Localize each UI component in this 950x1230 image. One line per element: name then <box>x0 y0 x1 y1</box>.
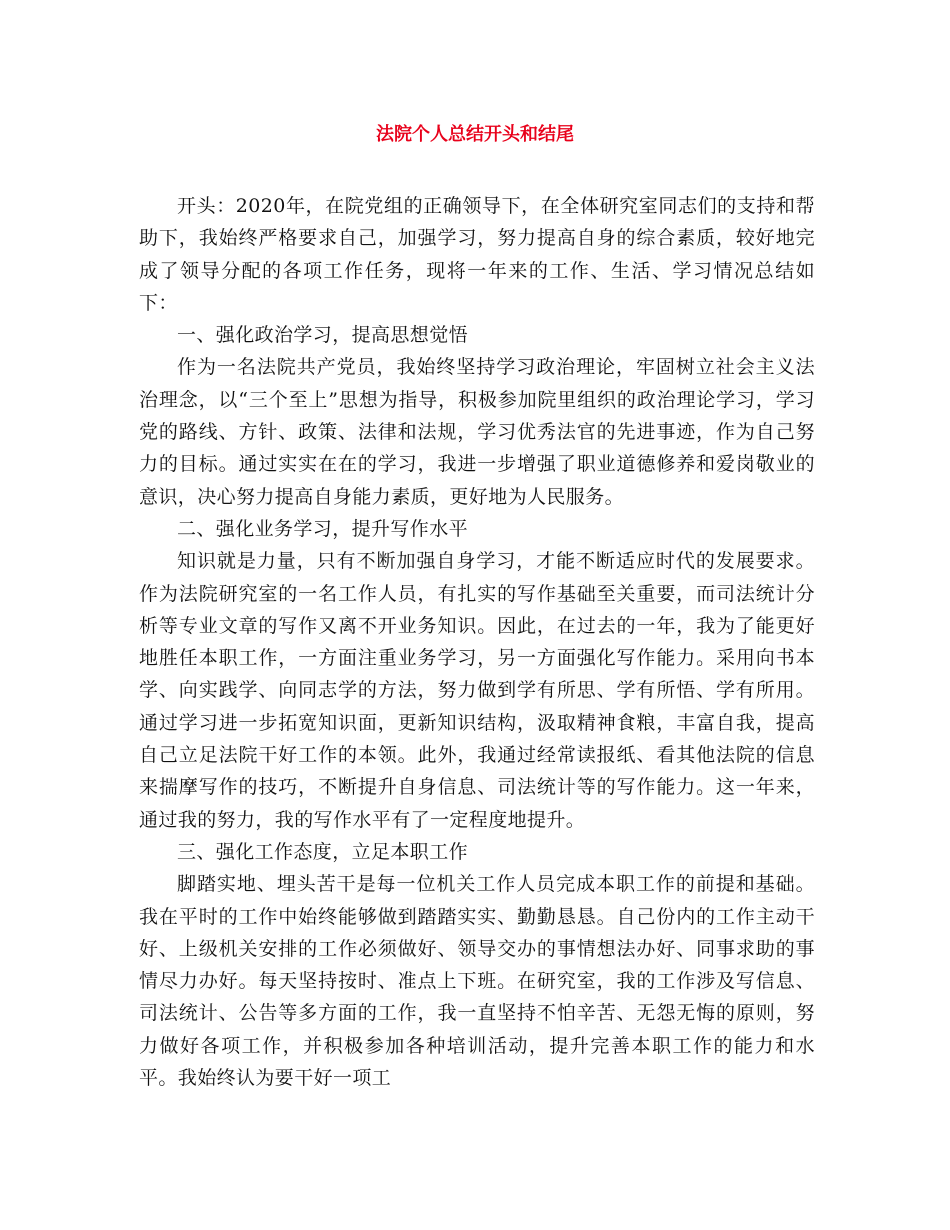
section-heading-3: 三、强化工作态度，立足本职工作 <box>177 840 469 863</box>
section-heading-1: 一、强化政治学习，提高思想觉悟 <box>177 324 469 347</box>
document-body <box>139 190 815 1094</box>
opening-paragraph: 开头：2020年，在院党组的正确领导下，在全体研究室同志们的支持和帮助下，我始终严格要求自己，加强学习，努力提高自身的综合素质，较好地完成了领导分配的各项工作任务，现将一年来的工作、生活、学习情况总结如下： <box>139 195 815 314</box>
section-paragraph-1: 作为一名法院共产党员，我始终坚持学习政治理论，牢固树立社会主义法治理念，以“三个至上”思想为指导，积极参加院里组织的政治理论学习，学习党的路线、方针、政策、法律和法规，学习优秀法官的先进事迹，作为自己努力的目标。通过实实在在的学习，我进一步增强了职业道德修养和爱岗敬业的意识，决心努力提高自身能力素质，更好地为人民服务。 <box>139 356 815 508</box>
document-title: 法院个人总结开头和结尾 <box>376 124 574 145</box>
section-paragraph-2: 知识就是力量，只有不断加强自身学习，才能不断适应时代的发展要求。作为法院研究室的一名工作人员，有扎实的写作基础至关重要，而司法统计分析等专业文章的写作又离不开业务知识。因此，在过去的一年，我为了能更好地胜任本职工作，一方面注重业务学习，另一方面强化写作能力。采用向书本学、向实践学、向同志学的方法，努力做到学有所思、学有所悟、学有所用。通过学习进一步拓宽知识面，更新知识结构，汲取精神食粮，丰富自我，提高自己立足法院干好工作的本领。此外，我通过经常读报纸、看其他法院的信息来揣摩写作的技巧，不断提升自身信息、司法统计等的写作能力。这一年来，通过我的努力，我的写作水平有了一定程度地提升。 <box>139 550 815 831</box>
section-heading-2: 二、强化业务学习，提升写作水平 <box>177 517 469 540</box>
section-paragraph-3: 脚踏实地、埋头苦干是每一位机关工作人员完成本职工作的前提和基础。我在平时的工作中始终能够做到踏踏实实、勤勤恳恳。自己份内的工作主动干好、上级机关安排的工作必须做好、领导交办的事情想法办好、同事求助的事情尽力办好。每天坚持按时、准点上下班。在研究室，我的工作涉及写信息、司法统计、公告等多方面的工作，我一直坚持不怕辛苦、无怨无悔的原则，努力做好各项工作，并积极参加各种培训活动，提升完善本职工作的能力和水平。我始终认为要干好一项工 <box>139 873 815 1090</box>
